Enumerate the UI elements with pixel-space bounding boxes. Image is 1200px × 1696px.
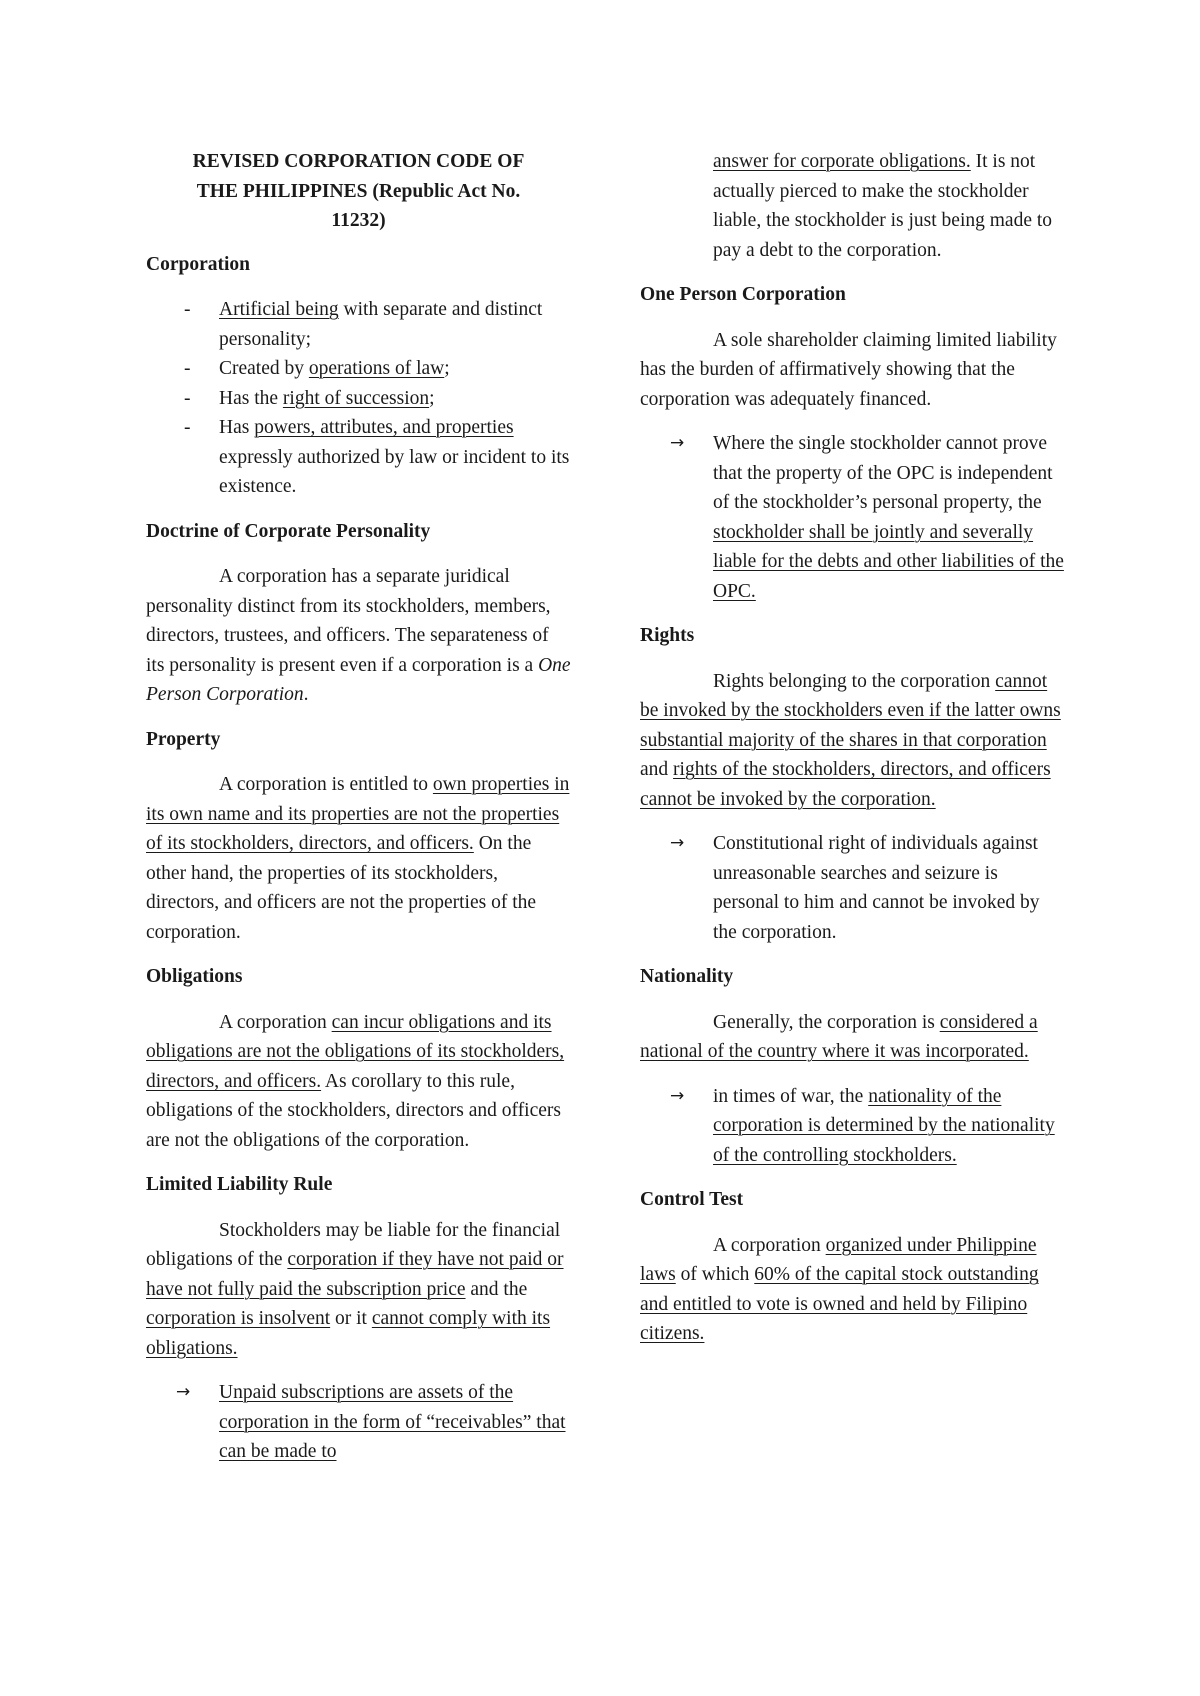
- heading-corporation: Corporation: [146, 253, 250, 275]
- opc-paragraph: A sole shareholder claiming limited liability has the burden of affirmatively showing that the corporation was adequately financed.: [640, 329, 1057, 410]
- arrow-icon: →: [670, 433, 685, 453]
- list-item: - Created by operations of law;: [184, 358, 450, 379]
- doctrine-paragraph: A corporation has a separate juridical personality distinct from its stockholders, members, directors, trustees, and officers. The separateness of its personality is present even if a corporation is a One Person Corporation.: [146, 566, 571, 705]
- heading-limited-liability: Limited Liability Rule: [146, 1174, 333, 1195]
- list-item: - Has powers, attributes, and properties expressly authorized by law or incident to its existence.: [184, 417, 570, 497]
- heading-nationality: Nationality: [640, 966, 734, 987]
- heading-control-test: Control Test: [640, 1189, 744, 1210]
- arrow-icon: →: [670, 833, 685, 853]
- corporation-list: [146, 295, 571, 502]
- heading-doctrine: Doctrine of Corporate Personality: [146, 520, 431, 542]
- title-line-3: 11232): [331, 210, 386, 231]
- rights-paragraph: Rights belonging to the corporation cannot be invoked by the stockholders even if the latter owns substantial majority of the shares in that corporation and rights of the stockholders, directors, and officers cannot be invoked by the corporation.: [640, 670, 1061, 810]
- continued-note: answer for corporate obligations. It is not actually pierced to make the stockholder liable, the stockholder is just being made to pay a debt to the corporation.: [713, 151, 1053, 261]
- arrow-note: → in times of war, the nationality of the corporation is determined by the nationality of the controlling stockholders.: [640, 1082, 1065, 1171]
- list-item: - Has the right of succession;: [184, 387, 435, 409]
- arrow-icon: →: [670, 1085, 685, 1106]
- arrow-note: → Constitutional right of individuals against unreasonable searches and seizure is personal to him and cannot be invoked by the corporation.: [640, 829, 1065, 947]
- heading-rights: Rights: [640, 625, 695, 646]
- list-item: - Artificial being with separate and distinct personality;: [184, 299, 543, 350]
- property-paragraph: A corporation is entitled to own properties in its own name and its properties are not the properties of its stockholders, directors, and officers. On the other hand, the properties of its stockholders, directors, and officers are not the properties of the corporation.: [146, 774, 570, 943]
- arrow-note: → Where the single stockholder cannot prove that the property of the OPC is independent of the stockholder’s personal property, the stockholder shall be jointly and severally liable for the debts and other liabilities of the OPC.: [640, 429, 1065, 606]
- title-line-2: THE PHILIPPINES (Republic Act No.: [196, 180, 521, 202]
- nationality-paragraph: Generally, the corporation is considered a national of the country where it was incorporated.: [640, 1011, 1038, 1062]
- right-column: [640, 147, 1065, 1364]
- control-test-paragraph: A corporation organized under Philippine laws of which 60% of the capital stock outstanding and entitled to vote is owned and held by Filipino citizens.: [640, 1234, 1039, 1344]
- heading-opc: One Person Corporation: [640, 284, 846, 305]
- limited-liability-paragraph: Stockholders may be liable for the financial obligations of the corporation if they have not paid or have not fully paid the subscription price and the corporation is insolvent or it cannot comply with its obligations.: [146, 1219, 564, 1359]
- left-column: [146, 147, 571, 1482]
- obligations-paragraph: A corporation can incur obligations and its obligations are not the obligations of its stockholders, directors, and officers. As corollary to this rule, obligations of the stockholders, directors and officers are not the obligations of the corporation.: [146, 1011, 565, 1151]
- arrow-note: → Unpaid subscriptions are assets of the corporation in the form of “receivables” that can be made to: [146, 1378, 571, 1467]
- arrow-icon: →: [176, 1382, 191, 1402]
- heading-property: Property: [146, 728, 221, 750]
- title-line-1: REVISED CORPORATION CODE OF: [192, 151, 525, 172]
- heading-obligations: Obligations: [146, 966, 243, 987]
- document-title: [146, 147, 571, 236]
